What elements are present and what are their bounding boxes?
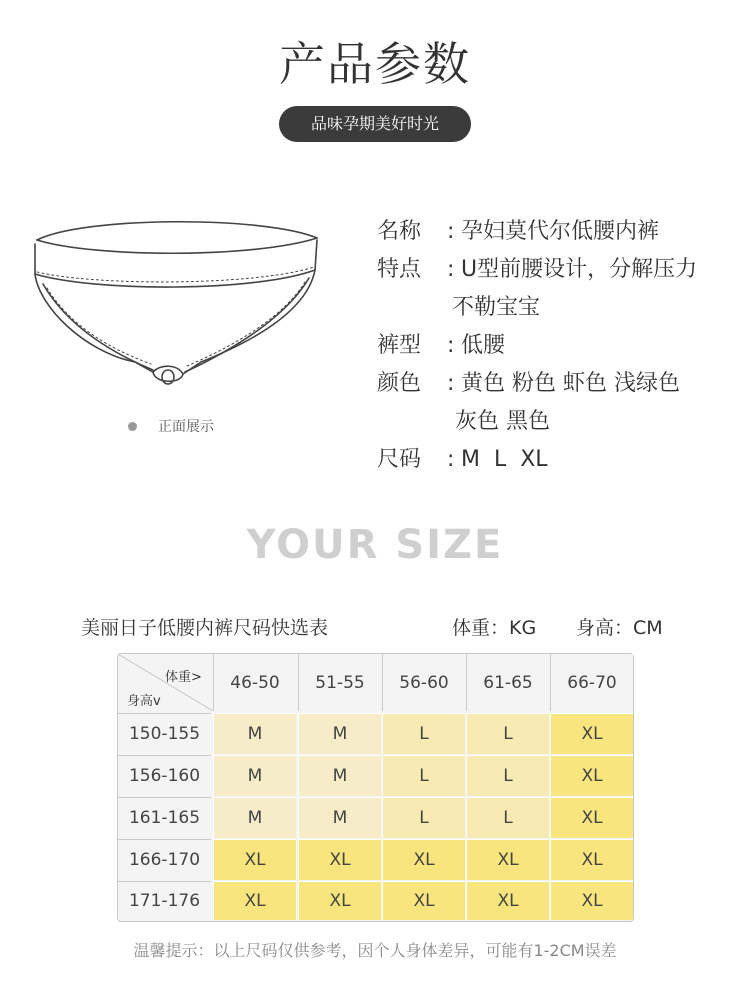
spec-feature-line2: 不勒宝宝 xyxy=(452,295,541,320)
spec-label: 名称 xyxy=(377,219,422,244)
size-cell: XL xyxy=(550,881,633,920)
spec-feature: 特点 : U型前腰设计，分解压力 xyxy=(377,252,697,283)
size-cell: M xyxy=(213,713,296,754)
size-cell: M xyxy=(213,755,296,796)
spec-size: 尺码 : M L XL xyxy=(377,442,548,473)
size-cell: L xyxy=(382,755,465,796)
corner-height-label: 身高v xyxy=(127,694,161,709)
spec-value: 低腰 xyxy=(461,333,506,358)
weight-header-cell: 56-60 xyxy=(382,654,465,711)
spec-label: 特点 xyxy=(377,257,422,282)
spec-label: 颜色 xyxy=(377,371,422,396)
height-unit-label: 身高：CM xyxy=(576,617,663,639)
height-header-cell: 166-170 xyxy=(118,839,211,880)
spec-color: 颜色 : 黄色 粉色 虾色 浅绿色 xyxy=(377,366,680,397)
spec-value: U型前腰设计，分解压力 xyxy=(461,257,698,282)
footnote: 温馨提示：以上尺码仅供参考，因个人身体差异，可能有1-2CM误差 xyxy=(133,941,617,960)
height-header-cell: 171-176 xyxy=(118,881,211,920)
spec-name: 名称 : 孕妇莫代尔低腰内裤 xyxy=(377,214,659,245)
subtitle-badge: 品味孕期美好时光 xyxy=(279,106,471,142)
spec-value: M L XL xyxy=(461,447,548,472)
briefs-outline-icon xyxy=(25,212,327,392)
size-cell: XL xyxy=(298,839,381,880)
size-cell: L xyxy=(382,797,465,838)
spec-value: 黄色 粉色 虾色 浅绿色 xyxy=(461,371,680,396)
size-cell: L xyxy=(466,713,549,754)
weight-header-cell: 61-65 xyxy=(466,654,549,711)
size-cell: XL xyxy=(382,839,465,880)
size-cell: XL xyxy=(466,839,549,880)
bullet-dot-icon xyxy=(128,422,137,431)
spec-color-line2: 灰色 黑色 xyxy=(455,409,550,434)
height-header-cell: 156-160 xyxy=(118,755,211,796)
size-cell: XL xyxy=(550,797,633,838)
size-cell: XL xyxy=(550,755,633,796)
weight-header-cell: 46-50 xyxy=(213,654,296,711)
size-cell: M xyxy=(298,797,381,838)
size-chart-table xyxy=(117,653,634,922)
weight-header-cell: 66-70 xyxy=(550,654,633,711)
size-cell: XL xyxy=(213,839,296,880)
size-cell: M xyxy=(298,755,381,796)
size-cell: XL xyxy=(213,881,296,920)
height-header-cell: 150-155 xyxy=(118,713,211,754)
spec-value: 孕妇莫代尔低腰内裤 xyxy=(461,219,660,244)
size-cell: XL xyxy=(466,881,549,920)
spec-style: 裤型 : 低腰 xyxy=(377,328,505,359)
weight-header-cell: 51-55 xyxy=(298,654,381,711)
table-title: 美丽日子低腰内裤尺码快选表 xyxy=(81,617,329,639)
your-size-banner: YOUR SIZE xyxy=(246,522,504,568)
size-cell: XL xyxy=(550,713,633,754)
spec-label: 尺码 xyxy=(377,447,422,472)
height-header-cell: 161-165 xyxy=(118,797,211,838)
size-cell: L xyxy=(382,713,465,754)
size-cell: L xyxy=(466,797,549,838)
front-view-text: 正面展示 xyxy=(158,419,214,435)
weight-unit-label: 体重：KG xyxy=(452,617,537,639)
front-view-label xyxy=(128,416,214,436)
spec-label: 裤型 xyxy=(377,333,422,358)
size-cell: XL xyxy=(382,881,465,920)
corner-weight-label: 体重> xyxy=(165,670,202,685)
size-cell: M xyxy=(213,797,296,838)
size-cell: XL xyxy=(550,839,633,880)
size-cell: L xyxy=(466,755,549,796)
page-title: 产品参数 xyxy=(279,37,471,91)
size-cell: M xyxy=(298,713,381,754)
size-cell: XL xyxy=(298,881,381,920)
